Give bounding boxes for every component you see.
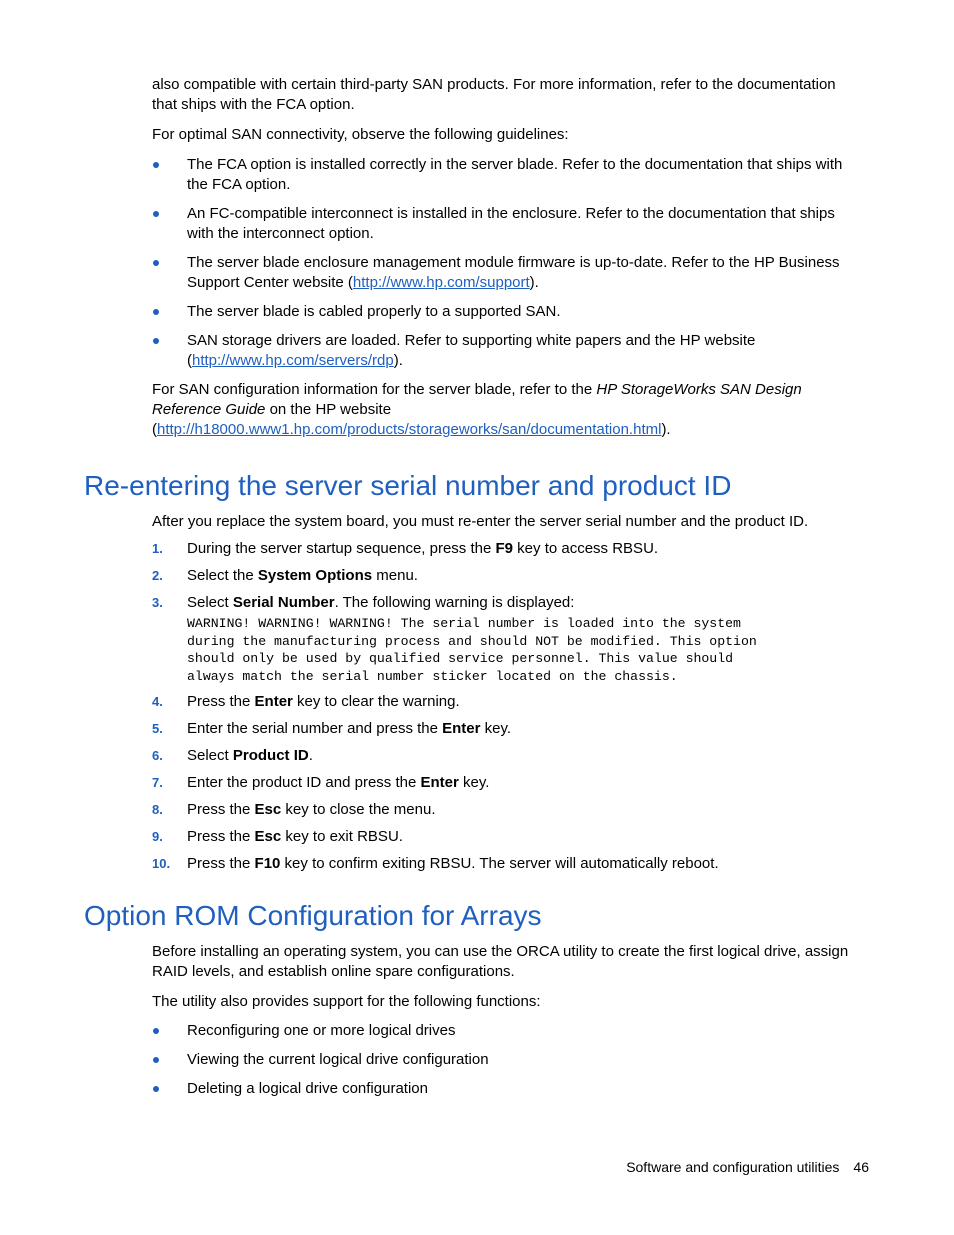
hp-rdp-link[interactable]: http://www.hp.com/servers/rdp xyxy=(192,352,394,369)
orca-paragraph-2: The utility also provides support for the following functions: xyxy=(152,993,541,1010)
bullet-icon xyxy=(153,162,159,168)
list-item: 5. Enter the serial number and press the Enter key. xyxy=(152,720,512,737)
list-item: 8. Press the Esc key to close the menu. xyxy=(152,801,436,818)
orca-paragraph-1: Before installing an operating system, you can use the ORCA utility to create the first logical drive, assign RAID levels, and establish online spare configurations. xyxy=(152,943,849,980)
list-item: 1. During the server startup sequence, press the F9 key to access RBSU. xyxy=(152,540,659,557)
step-number: 2. xyxy=(152,568,163,583)
list-item: 9. Press the Esc key to exit RBSU. xyxy=(152,828,403,845)
list-item: 3. Select Serial Number. The following warning is displayed: WARNING! WARNING! WARNING! The serial number is loaded into the system during the manufacturing process and should NOT be modified. This option should only be used by qualified service personnel. This value should always match the serial number sticker located on the chassis. xyxy=(152,593,872,685)
list-item: 4. Press the Enter key to clear the warning. xyxy=(152,693,460,710)
list-item: 2. Select the System Options menu. xyxy=(152,567,418,584)
list-item: Deleting a logical drive configuration xyxy=(152,1079,872,1099)
intro-paragraph-1: also compatible with certain third-party SAN products. For more information, refer to the documentation that ships with the FCA option. xyxy=(152,76,836,113)
bullet-icon xyxy=(153,260,159,266)
step-number: 1. xyxy=(152,541,163,556)
section-heading-serial-number: Re-entering the server serial number and product ID xyxy=(84,470,732,501)
step-number: 3. xyxy=(152,595,163,610)
list-item: An FC-compatible interconnect is installed in the enclosure. Refer to the documentation that ships with the interconnect option. xyxy=(152,204,867,244)
list-item: 10. Press the F10 key to confirm exiting RBSU. The server will automatically reboot. xyxy=(152,855,719,872)
bullet-icon xyxy=(153,338,159,344)
list-item: Viewing the current logical drive configuration xyxy=(152,1050,872,1070)
step-number: 7. xyxy=(152,775,163,790)
step-number: 8. xyxy=(152,802,163,817)
san-config-paragraph: For SAN configuration information for the server blade, refer to the HP StorageWorks SAN Design Reference Guide on the HP website (http://h18000.www1.hp.com/products/storageworks/san/documentation.html). xyxy=(152,381,802,438)
page-number: 46 xyxy=(853,1159,869,1175)
bullet-icon xyxy=(153,309,159,315)
page-footer xyxy=(626,1157,869,1177)
functions-list xyxy=(152,1021,872,1099)
list-item: The FCA option is installed correctly in the server blade. Refer to the documentation that ships with the FCA option. xyxy=(152,155,867,195)
intro-block xyxy=(152,75,867,440)
bullet-icon xyxy=(153,1057,159,1063)
step-number: 9. xyxy=(152,829,163,844)
warning-code-block: WARNING! WARNING! WARNING! The serial number is loaded into the system during the manufacturing process and should NOT be modified. This option should only be used by qualified service personnel. This value should always match the serial number sticker located on the chassis. xyxy=(187,616,757,684)
orca-section xyxy=(152,942,872,1108)
steps-list xyxy=(152,539,872,874)
footer-label: Software and configuration utilities xyxy=(626,1159,840,1175)
bullet-icon xyxy=(153,211,159,217)
list-item: 7. Enter the product ID and press the Enter key. xyxy=(152,774,490,791)
step-number: 5. xyxy=(152,721,163,736)
list-item: The server blade is cabled properly to a supported SAN. xyxy=(152,302,867,322)
bullet-icon xyxy=(153,1028,159,1034)
section-intro: After you replace the system board, you must re-enter the server serial number and the product ID. xyxy=(152,513,809,530)
step-number: 6. xyxy=(152,748,163,763)
serial-number-section xyxy=(152,512,872,881)
step-number: 10. xyxy=(152,856,171,871)
list-item: 6. Select Product ID. xyxy=(152,747,313,764)
guidelines-list xyxy=(152,155,867,371)
list-item: The server blade enclosure management module firmware is up-to-date. Refer to the HP Business Support Center website (http://www.hp.com/support). xyxy=(152,253,867,293)
list-item: Reconfiguring one or more logical drives xyxy=(152,1021,872,1041)
section-heading-orca: Option ROM Configuration for Arrays xyxy=(84,900,542,931)
san-documentation-link[interactable]: http://h18000.www1.hp.com/products/storageworks/san/documentation.html xyxy=(157,421,662,438)
bullet-icon xyxy=(153,1086,159,1092)
intro-paragraph-2: For optimal SAN connectivity, observe the following guidelines: xyxy=(152,126,569,143)
list-item: SAN storage drivers are loaded. Refer to supporting white papers and the HP website (http://www.hp.com/servers/rdp). xyxy=(152,331,867,371)
hp-support-link[interactable]: http://www.hp.com/support xyxy=(352,274,530,291)
step-number: 4. xyxy=(152,694,163,709)
